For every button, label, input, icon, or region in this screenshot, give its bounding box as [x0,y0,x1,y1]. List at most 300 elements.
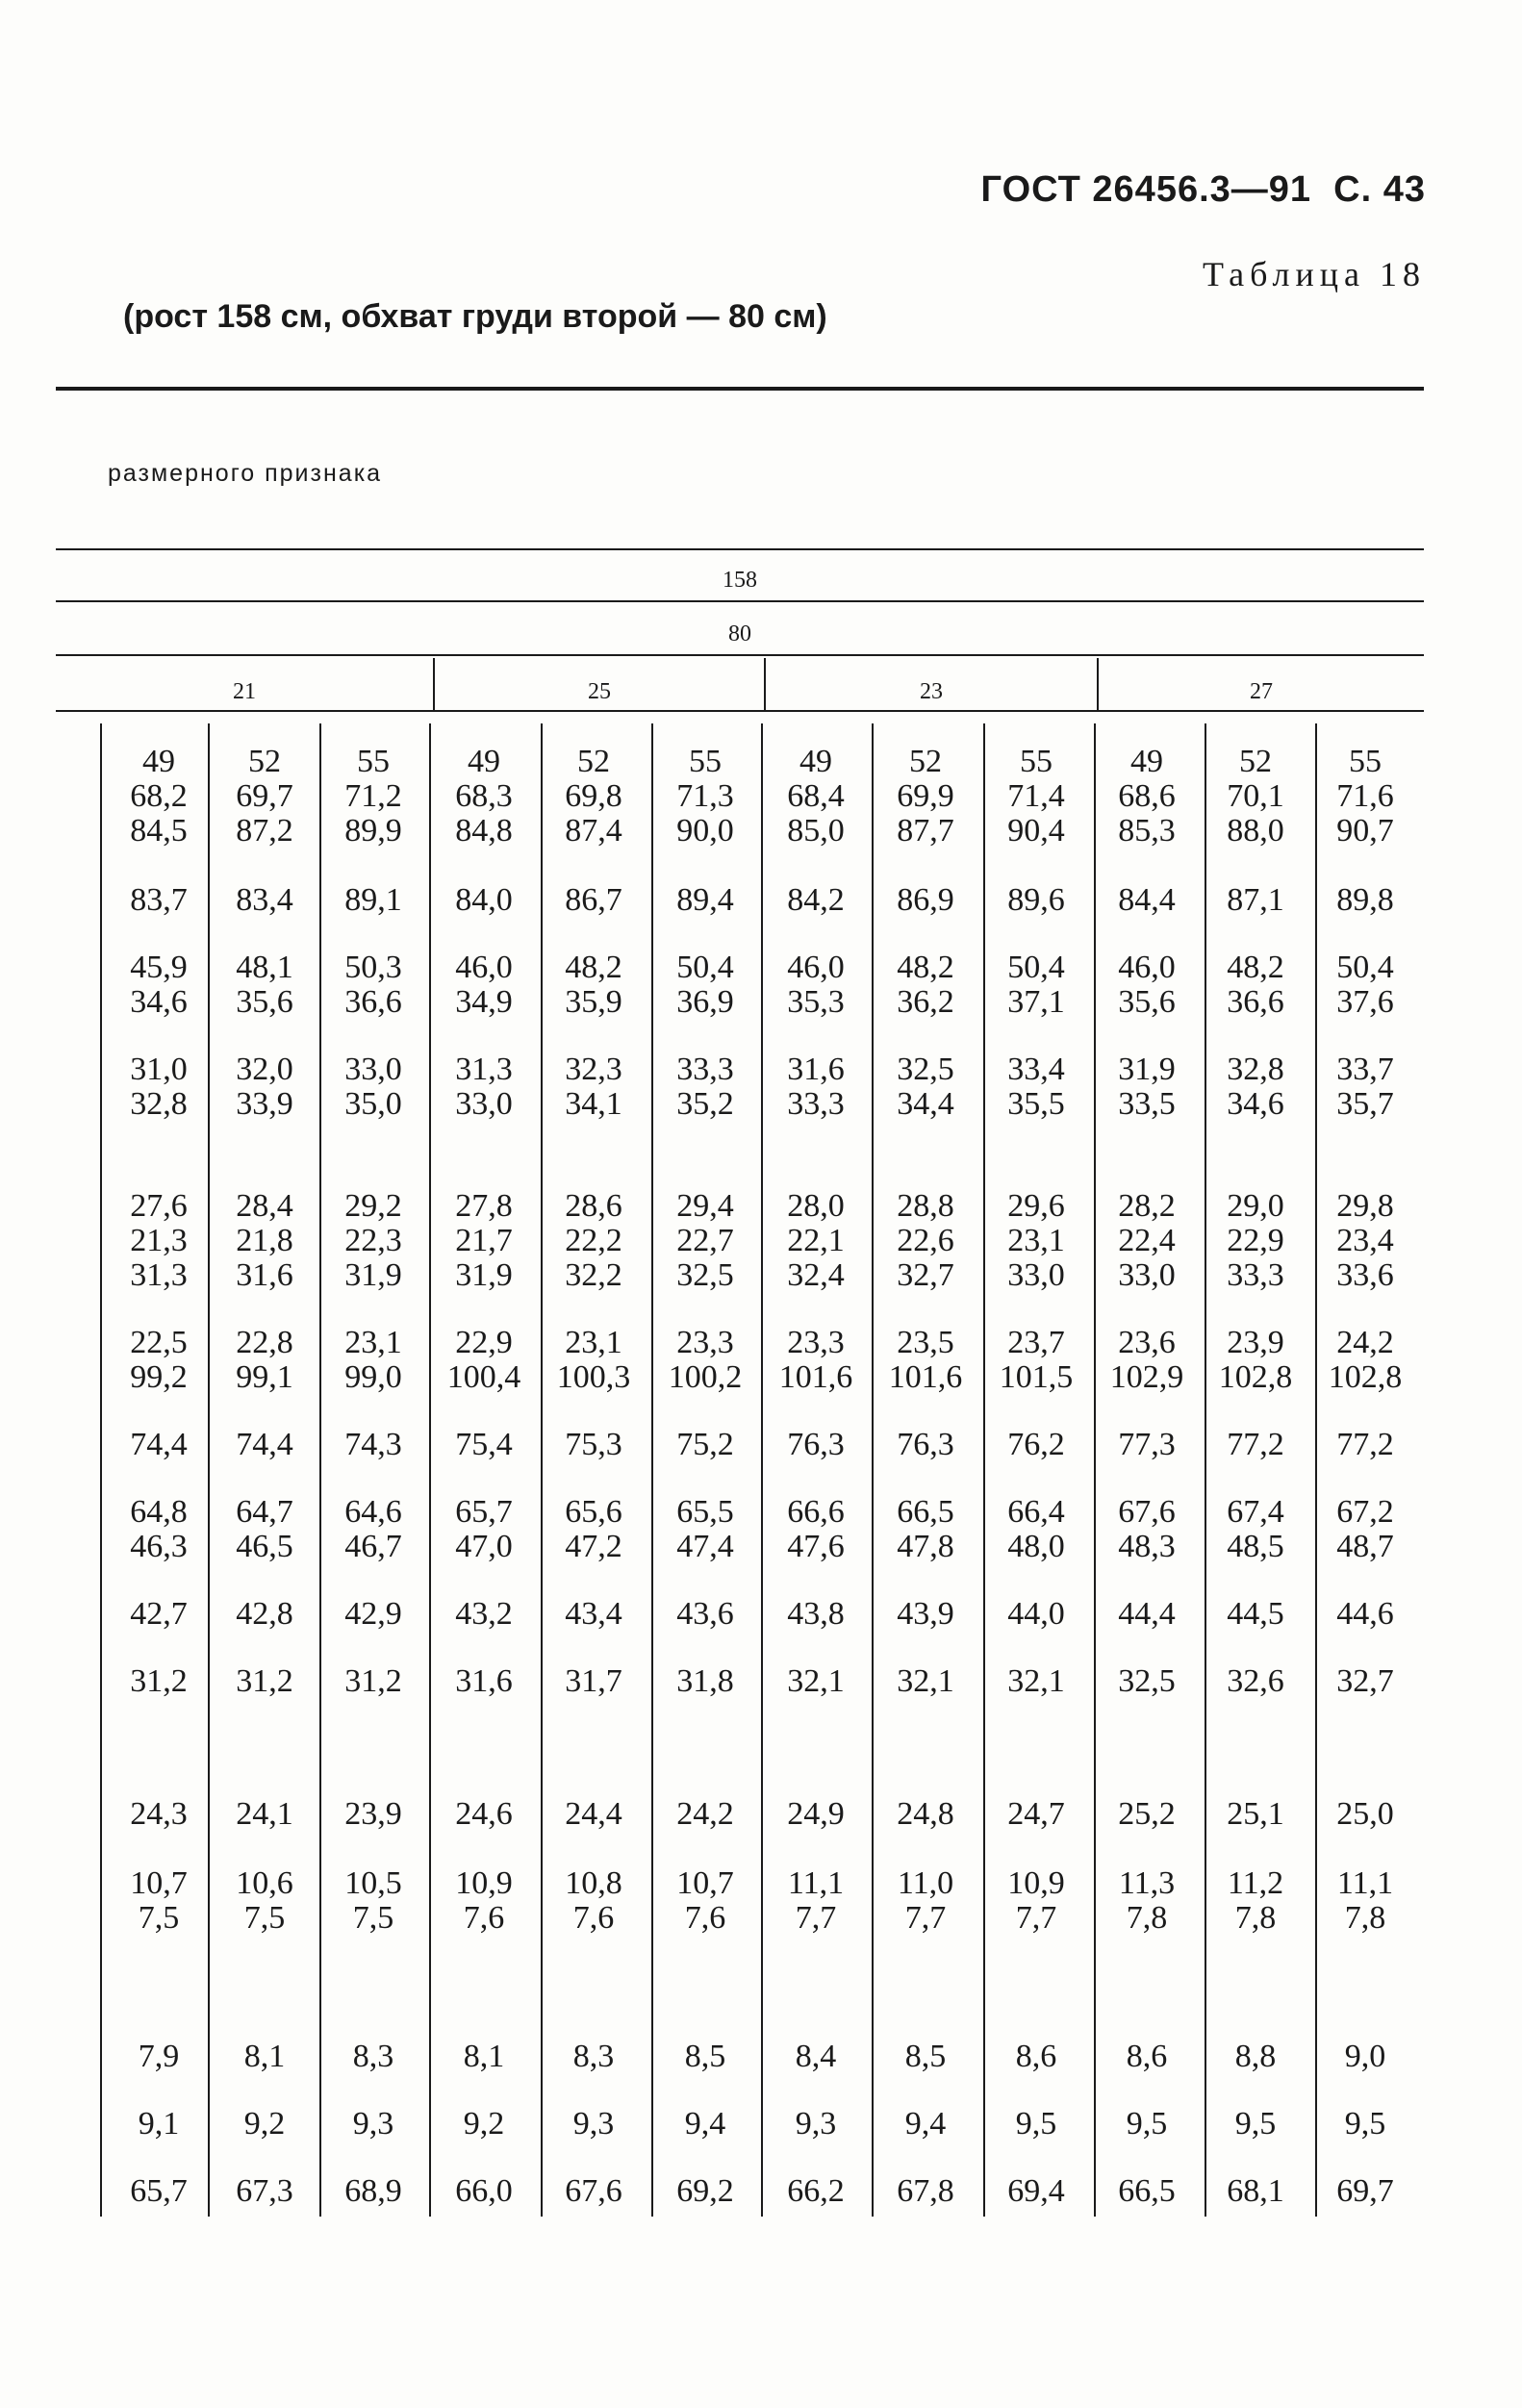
table-cell: 68,3 [455,778,513,814]
table-cell: 66,0 [455,2173,513,2209]
table-cell: 42,8 [236,1596,293,1632]
table-cell: 48,3 [1118,1529,1176,1564]
table-cell: 46,3 [130,1529,188,1564]
table-cell: 101,6 [888,1359,963,1395]
table-cell: 46,0 [455,950,513,985]
table-cell: 23,9 [344,1796,402,1832]
page-header [981,169,1426,211]
table-cell: 67,4 [1227,1494,1284,1530]
table-cell: 69,9 [897,778,954,814]
table-cell: 32,7 [1336,1663,1394,1699]
group-label: 25 [588,679,611,704]
table-cell: 8,5 [904,2039,947,2074]
table-cell: 7,7 [904,1900,947,1936]
table-cell: 10,6 [236,1865,293,1901]
table-cell: 37,1 [1007,984,1065,1020]
table-cell: 34,4 [897,1086,954,1122]
table-cell: 75,3 [565,1427,622,1462]
table-cell: 33,0 [455,1086,513,1122]
table-cell: 23,1 [1007,1223,1065,1258]
column-rule [983,723,985,2217]
table-cell: 43,2 [455,1596,513,1632]
top-rule [56,387,1424,391]
table-cell: 66,5 [897,1494,954,1530]
table-cell: 76,3 [787,1427,845,1462]
table-cell: 8,5 [684,2039,726,2074]
table-cell: 46,0 [787,950,845,985]
table-cell: 71,3 [676,778,734,814]
table-cell: 11,2 [1227,1865,1284,1901]
table-cell: 46,7 [344,1529,402,1564]
table-cell: 99,0 [344,1359,402,1395]
table-cell: 69,7 [236,778,293,814]
table-cell: 32,0 [236,1052,293,1087]
table-cell: 31,9 [455,1257,513,1293]
table-cell: 24,1 [236,1796,293,1832]
table-cell: 11,1 [1336,1865,1394,1901]
table-cell: 66,5 [1118,2173,1176,2209]
table-cell: 83,4 [236,882,293,918]
table-cell: 49 [799,744,832,779]
table-cell: 31,6 [236,1257,293,1293]
table-cell: 33,3 [676,1052,734,1087]
table-cell: 77,2 [1336,1427,1394,1462]
table-cell: 87,1 [1227,882,1284,918]
table-cell: 31,6 [455,1663,513,1699]
table-cell: 33,3 [787,1086,845,1122]
table-cell: 22,2 [565,1223,622,1258]
column-rule [651,723,653,2217]
table-cell: 64,7 [236,1494,293,1530]
table-cell: 7,7 [795,1900,837,1936]
height-value: 158 [723,568,757,593]
table-cell: 44,4 [1118,1596,1176,1632]
table-cell: 9,1 [138,2106,180,2142]
table-cell: 8,4 [795,2039,837,2074]
table-cell: 33,4 [1007,1052,1065,1087]
group-label: 23 [920,679,943,704]
table-cell: 21,3 [130,1223,188,1258]
table-cell: 34,6 [1227,1086,1284,1122]
table-cell: 71,6 [1336,778,1394,814]
table-cell: 22,9 [455,1325,513,1360]
rule [56,710,1424,712]
table-cell: 32,4 [787,1257,845,1293]
table-cell: 33,9 [236,1086,293,1122]
table-cell: 8,6 [1015,2039,1057,2074]
table-cell: 48,1 [236,950,293,985]
table-cell: 25,1 [1227,1796,1284,1832]
table-cell: 85,0 [787,813,845,849]
table-cell: 44,6 [1336,1596,1394,1632]
table-cell: 50,4 [1007,950,1065,985]
table-cell: 11,0 [897,1865,954,1901]
table-cell: 35,0 [344,1086,402,1122]
table-cell: 23,6 [1118,1325,1176,1360]
table-cell: 74,4 [236,1427,293,1462]
table-cell: 27,8 [455,1188,513,1224]
table-cell: 22,4 [1118,1223,1176,1258]
table-cell: 10,5 [344,1865,402,1901]
table-cell: 71,2 [344,778,402,814]
table-cell: 11,3 [1118,1865,1176,1901]
table-cell: 35,9 [565,984,622,1020]
table-cell: 32,5 [897,1052,954,1087]
table-cell: 22,3 [344,1223,402,1258]
table-cell: 52 [248,744,281,779]
table-cell: 22,9 [1227,1223,1284,1258]
table-cell: 77,2 [1227,1427,1284,1462]
table-cell: 28,2 [1118,1188,1176,1224]
table-cell: 99,1 [236,1359,293,1395]
table-cell: 8,3 [572,2039,615,2074]
table-cell: 102,9 [1109,1359,1184,1395]
table-cell: 33,0 [1007,1257,1065,1293]
table-cell: 87,7 [897,813,954,849]
table-cell: 9,5 [1234,2106,1277,2142]
table-cell: 7,6 [684,1900,726,1936]
table-subtitle: (рост 158 см, обхват груди второй — 80 см) [123,298,827,335]
table-cell: 68,2 [130,778,188,814]
table-cell: 31,9 [344,1257,402,1293]
table-cell: 65,7 [130,2173,188,2209]
table-cell: 47,6 [787,1529,845,1564]
table-cell: 50,4 [1336,950,1394,985]
table-cell: 32,8 [1227,1052,1284,1087]
table-cell: 47,0 [455,1529,513,1564]
table-cell: 7,8 [1126,1900,1168,1936]
table-cell: 44,0 [1007,1596,1065,1632]
table-cell: 43,4 [565,1596,622,1632]
table-cell: 50,4 [676,950,734,985]
table-cell: 50,3 [344,950,402,985]
column-rule [429,723,431,2217]
table-cell: 23,3 [676,1325,734,1360]
table-cell: 55 [357,744,390,779]
table-cell: 55 [1020,744,1053,779]
table-cell: 86,7 [565,882,622,918]
table-cell: 68,1 [1227,2173,1284,2209]
table-cell: 67,3 [236,2173,293,2209]
table-cell: 21,8 [236,1223,293,1258]
table-cell: 69,2 [676,2173,734,2209]
column-rule [1094,723,1096,2217]
table-cell: 29,0 [1227,1188,1284,1224]
table-cell: 7,7 [1015,1900,1057,1936]
table-cell: 76,2 [1007,1427,1065,1462]
table-cell: 46,5 [236,1529,293,1564]
table-cell: 23,1 [565,1325,622,1360]
table-cell: 49 [468,744,500,779]
table-cell: 86,9 [897,882,954,918]
table-cell: 32,1 [897,1663,954,1699]
table-cell: 89,8 [1336,882,1394,918]
table-cell: 8,1 [463,2039,505,2074]
table-cell: 90,0 [676,813,734,849]
table-cell: 84,0 [455,882,513,918]
table-cell: 90,7 [1336,813,1394,849]
table-cell: 87,4 [565,813,622,849]
table-cell: 25,0 [1336,1796,1394,1832]
table-cell: 32,2 [565,1257,622,1293]
table-cell: 24,2 [1336,1325,1394,1360]
table-cell: 102,8 [1218,1359,1293,1395]
table-cell: 11,1 [787,1865,845,1901]
table-cell: 22,6 [897,1223,954,1258]
table-cell: 7,8 [1344,1900,1386,1936]
column-rule [208,723,210,2217]
table-cell: 36,2 [897,984,954,1020]
table-cell: 32,5 [676,1257,734,1293]
table-cell: 31,2 [344,1663,402,1699]
table-cell: 83,7 [130,882,188,918]
table-cell: 102,8 [1328,1359,1403,1395]
table-cell: 76,3 [897,1427,954,1462]
table-cell: 23,3 [787,1325,845,1360]
table-cell: 44,5 [1227,1596,1284,1632]
table-cell: 23,1 [344,1325,402,1360]
table-cell: 68,9 [344,2173,402,2209]
table-cell: 31,7 [565,1663,622,1699]
column-rule [1315,723,1317,2217]
table-cell: 99,2 [130,1359,188,1395]
table-cell: 47,2 [565,1529,622,1564]
table-cell: 31,8 [676,1663,734,1699]
table-cell: 32,6 [1227,1663,1284,1699]
page-number: С. 43 [1333,169,1426,210]
table-cell: 101,5 [999,1359,1074,1395]
table-cell: 84,4 [1118,882,1176,918]
table-cell: 32,3 [565,1052,622,1087]
table-cell: 28,8 [897,1188,954,1224]
table-cell: 8,6 [1126,2039,1168,2074]
table-cell: 43,9 [897,1596,954,1632]
table-cell: 8,1 [243,2039,286,2074]
table-cell: 48,0 [1007,1529,1065,1564]
table-cell: 74,4 [130,1427,188,1462]
table-cell: 27,6 [130,1188,188,1224]
table-cell: 66,4 [1007,1494,1065,1530]
table-cell: 89,4 [676,882,734,918]
table-cell: 7,6 [572,1900,615,1936]
table-cell: 90,4 [1007,813,1065,849]
rule [56,654,1424,656]
table-cell: 84,2 [787,882,845,918]
table-cell: 24,3 [130,1796,188,1832]
table-cell: 66,6 [787,1494,845,1530]
table-cell: 34,9 [455,984,513,1020]
table-cell: 24,8 [897,1796,954,1832]
table-cell: 24,7 [1007,1796,1065,1832]
table-cell: 24,9 [787,1796,845,1832]
table-cell: 33,5 [1118,1086,1176,1122]
table-cell: 10,8 [565,1865,622,1901]
table-cell: 66,2 [787,2173,845,2209]
table-cell: 22,8 [236,1325,293,1360]
table-cell: 33,6 [1336,1257,1394,1293]
table-cell: 34,6 [130,984,188,1020]
table-cell: 34,1 [565,1086,622,1122]
table-cell: 8,8 [1234,2039,1277,2074]
table-cell: 52 [577,744,610,779]
table-cell: 100,4 [446,1359,521,1395]
table-cell: 37,6 [1336,984,1394,1020]
table-cell: 100,3 [556,1359,631,1395]
table-cell: 33,0 [1118,1257,1176,1293]
table-cell: 67,8 [897,2173,954,2209]
table-cell: 36,6 [1227,984,1284,1020]
table-cell: 21,7 [455,1223,513,1258]
table-cell: 31,3 [130,1257,188,1293]
table-cell: 28,4 [236,1188,293,1224]
table-cell: 25,2 [1118,1796,1176,1832]
column-rule [872,723,874,2217]
table-cell: 36,6 [344,984,402,1020]
table-cell: 9,4 [904,2106,947,2142]
table-cell: 75,4 [455,1427,513,1462]
table-cell: 31,2 [130,1663,188,1699]
table-cell: 7,5 [138,1900,180,1936]
table-cell: 7,5 [352,1900,394,1936]
table-label: Таблица 18 [1203,255,1426,293]
table-cell: 47,8 [897,1529,954,1564]
table-cell: 68,6 [1118,778,1176,814]
table-cell: 29,2 [344,1188,402,1224]
column-rule [100,723,102,2217]
table-cell: 10,7 [676,1865,734,1901]
table-cell: 28,6 [565,1188,622,1224]
table-cell: 22,7 [676,1223,734,1258]
table-cell: 31,3 [455,1052,513,1087]
standard-number: ГОСТ 26456.3—91 [980,169,1312,210]
table-cell: 49 [1130,744,1163,779]
table-cell: 24,4 [565,1796,622,1832]
table-cell: 84,8 [455,813,513,849]
table-cell: 8,3 [352,2039,394,2074]
table-cell: 35,5 [1007,1086,1065,1122]
table-cell: 22,1 [787,1223,845,1258]
table-cell: 89,9 [344,813,402,849]
table-cell: 35,7 [1336,1086,1394,1122]
table-cell: 69,8 [565,778,622,814]
table-cell: 9,2 [243,2106,286,2142]
table-cell: 45,9 [130,950,188,985]
table-cell: 31,0 [130,1052,188,1087]
table-cell: 9,4 [684,2106,726,2142]
table-cell: 48,2 [565,950,622,985]
table-cell: 69,4 [1007,2173,1065,2209]
table-cell: 84,5 [130,813,188,849]
table-cell: 22,5 [130,1325,188,1360]
table-cell: 52 [909,744,942,779]
table-cell: 100,2 [668,1359,743,1395]
table-cell: 29,4 [676,1188,734,1224]
table-cell: 65,6 [565,1494,622,1530]
table-cell: 88,0 [1227,813,1284,849]
table-cell: 35,6 [1118,984,1176,1020]
table-cell: 48,2 [1227,950,1284,985]
table-cell: 87,2 [236,813,293,849]
table-cell: 43,8 [787,1596,845,1632]
table-cell: 7,6 [463,1900,505,1936]
table-cell: 67,6 [565,2173,622,2209]
table-cell: 10,7 [130,1865,188,1901]
table-cell: 31,9 [1118,1052,1176,1087]
table-cell: 9,3 [352,2106,394,2142]
table-cell: 9,2 [463,2106,505,2142]
table-cell: 35,6 [236,984,293,1020]
column-rule [541,723,543,2217]
table-cell: 49 [142,744,175,779]
table-cell: 64,6 [344,1494,402,1530]
table-cell: 10,9 [1007,1865,1065,1901]
table-cell: 68,4 [787,778,845,814]
table-cell: 64,8 [130,1494,188,1530]
table-cell: 89,1 [344,882,402,918]
table-cell: 31,2 [236,1663,293,1699]
table-cell: 67,6 [1118,1494,1176,1530]
table-cell: 67,2 [1336,1494,1394,1530]
table-cell: 42,9 [344,1596,402,1632]
group-label: 21 [233,679,256,704]
table-cell: 101,6 [778,1359,853,1395]
table-cell: 43,6 [676,1596,734,1632]
table-cell: 29,6 [1007,1188,1065,1224]
table-cell: 33,3 [1227,1257,1284,1293]
table-cell: 33,0 [344,1052,402,1087]
table-cell: 36,9 [676,984,734,1020]
column-rule [761,723,763,2217]
table-cell: 32,7 [897,1257,954,1293]
table-cell: 75,2 [676,1427,734,1462]
table-cell: 9,0 [1344,2039,1386,2074]
table-cell: 55 [689,744,722,779]
table-cell: 7,9 [138,2039,180,2074]
table-cell: 47,4 [676,1529,734,1564]
table-cell: 65,7 [455,1494,513,1530]
rule [56,548,1424,550]
table-cell: 9,5 [1015,2106,1057,2142]
table-cell: 32,1 [1007,1663,1065,1699]
table-cell: 35,2 [676,1086,734,1122]
table-cell: 71,4 [1007,778,1065,814]
table-cell: 65,5 [676,1494,734,1530]
table-cell: 9,5 [1126,2106,1168,2142]
table-cell: 48,5 [1227,1529,1284,1564]
table-cell: 35,3 [787,984,845,1020]
table-cell: 48,7 [1336,1529,1394,1564]
table-cell: 7,5 [243,1900,286,1936]
table-cell: 70,1 [1227,778,1284,814]
table-cell: 55 [1349,744,1382,779]
table-cell: 32,1 [787,1663,845,1699]
table-cell: 42,7 [130,1596,188,1632]
group-label: 27 [1250,679,1273,704]
table-cell: 23,4 [1336,1223,1394,1258]
table-cell: 24,2 [676,1796,734,1832]
table-cell: 32,8 [130,1086,188,1122]
table-cell: 48,2 [897,950,954,985]
table-cell: 85,3 [1118,813,1176,849]
column-rule [1205,723,1206,2217]
table-cell: 23,7 [1007,1325,1065,1360]
table-cell: 69,7 [1336,2173,1394,2209]
table-cell: 77,3 [1118,1427,1176,1462]
table-cell: 52 [1239,744,1272,779]
table-cell: 24,6 [455,1796,513,1832]
table-cell: 74,3 [344,1427,402,1462]
table-cell: 46,0 [1118,950,1176,985]
